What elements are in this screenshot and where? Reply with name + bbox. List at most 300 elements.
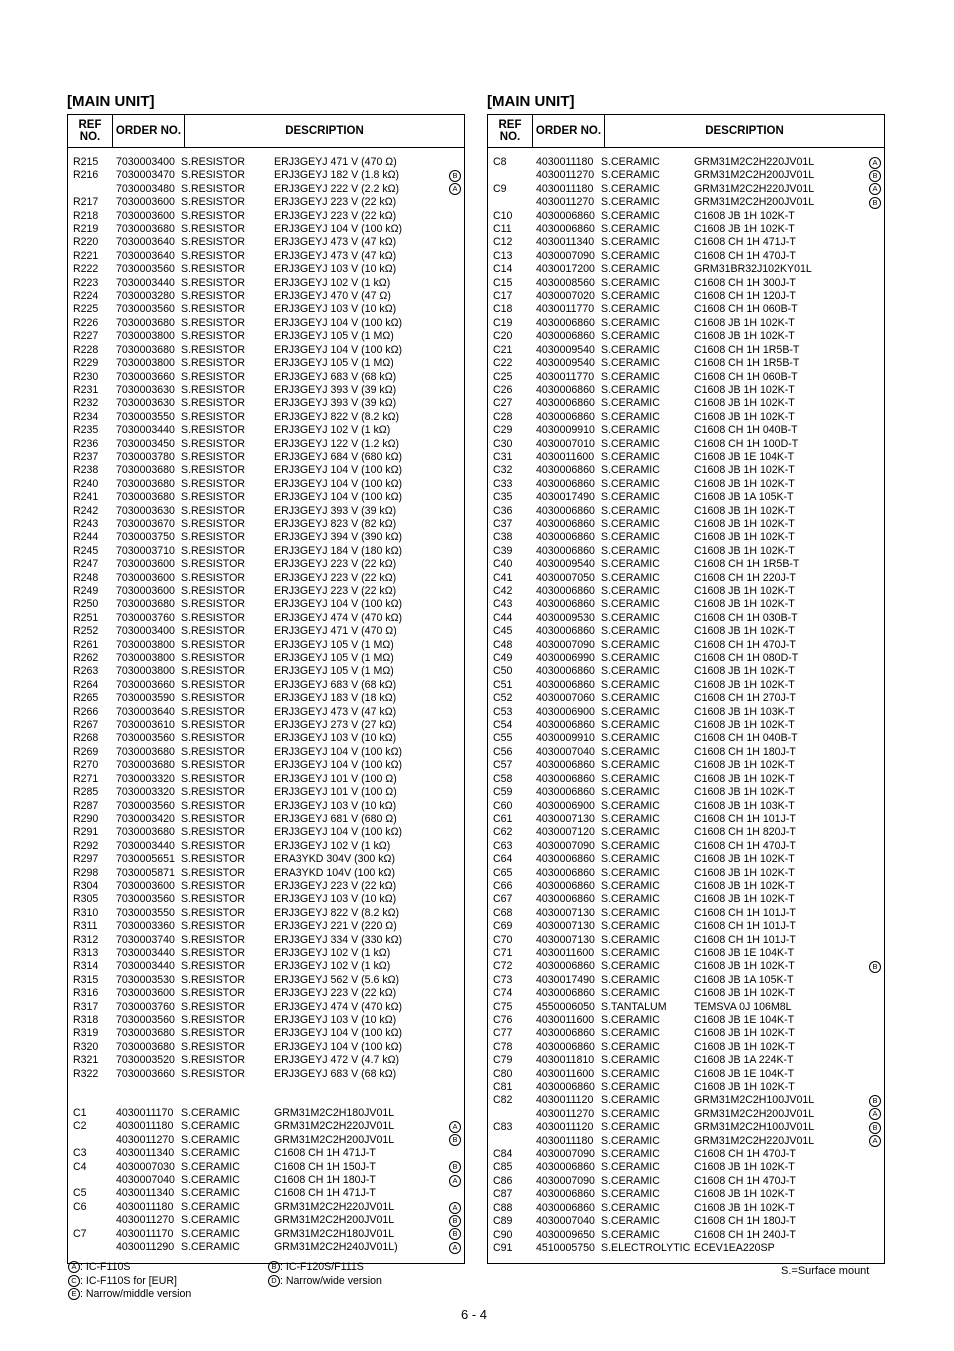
order-no: 7030003760: [116, 1000, 175, 1013]
order-no: 7030003680: [116, 826, 175, 839]
order-no: 4030006860: [536, 625, 595, 638]
ref-no: C18: [493, 303, 513, 316]
part-type: S.RESISTOR: [181, 343, 245, 356]
part-description: C1608 CH 1H 180J-T: [694, 745, 796, 758]
ref-no: [488, 196, 528, 209]
order-no: 7030003470: [116, 169, 175, 182]
table-row: [488, 598, 884, 611]
version-mark-icon: A: [449, 1175, 461, 1187]
order-no: 4030006860: [536, 383, 595, 396]
table-row: [68, 1187, 464, 1200]
table-row: [68, 250, 464, 263]
part-type: S.RESISTOR: [181, 263, 245, 276]
version-mark: [866, 464, 884, 477]
order-no: 7030003560: [116, 799, 175, 812]
ref-no: C75: [493, 1000, 513, 1013]
version-mark: [866, 1215, 884, 1228]
part-description: C1608 CH 1H 820J-T: [694, 826, 796, 839]
part-description: ERJ3GEYJ 104 V (100 kΩ): [274, 1040, 403, 1053]
part-type: S.RESISTOR: [181, 732, 245, 745]
ref-no: C25: [493, 370, 513, 383]
left-section: [67, 93, 465, 1264]
version-mark: [866, 169, 884, 182]
ref-no: R224: [73, 290, 99, 303]
version-mark: [866, 880, 884, 893]
part-type: S.CERAMIC: [601, 719, 660, 732]
part-type: S.RESISTOR: [181, 491, 245, 504]
version-mark: [446, 371, 464, 384]
table-row: [488, 1027, 884, 1040]
version-mark: [866, 1108, 884, 1121]
version-mark: [866, 397, 884, 410]
order-no: 7030003800: [116, 357, 175, 370]
order-no: 4030006860: [536, 678, 595, 691]
part-type: S.CERAMIC: [601, 491, 660, 504]
table-row: [488, 572, 884, 585]
part-type: S.CERAMIC: [601, 1215, 660, 1228]
ref-no: C15: [493, 276, 513, 289]
order-no: 4030009910: [536, 424, 595, 437]
parts-table: [67, 114, 465, 1264]
order-no: 4030009540: [536, 558, 595, 571]
part-description: C1608 CH 1H 101J-T: [694, 812, 796, 825]
version-mark: [446, 183, 464, 196]
ref-no: C44: [493, 611, 513, 624]
ref-no: C42: [493, 585, 513, 597]
ref-no: R285: [73, 786, 99, 799]
version-mark: [446, 397, 464, 410]
table-row: [488, 786, 884, 799]
part-description: C1608 JB 1H 102K-T: [694, 531, 795, 544]
ref-no: R320: [73, 1040, 99, 1053]
ref-no: [68, 1214, 108, 1227]
ref-no: C60: [493, 799, 513, 812]
order-no: 4030006860: [536, 879, 595, 892]
part-type: S.CERAMIC: [601, 906, 660, 919]
table-row: [488, 880, 884, 893]
part-type: S.CERAMIC: [601, 477, 660, 490]
order-no: 7030003640: [116, 705, 175, 718]
part-description: C1608 JB 1H 102K-T: [694, 893, 795, 906]
version-mark: [446, 1120, 464, 1133]
part-description: ERJ3GEYJ 103 V (10 kΩ): [274, 799, 397, 812]
version-mark: [866, 1081, 884, 1094]
ref-no: R271: [73, 772, 99, 785]
order-no: 7030003530: [116, 973, 175, 986]
ref-no: C89: [493, 1215, 513, 1228]
part-type: S.CERAMIC: [601, 1188, 660, 1201]
part-description: C1608 JB 1H 102K-T: [694, 625, 795, 638]
part-description: ERJ3GEYJ 683 V (68 kΩ): [274, 370, 397, 383]
table-row: [488, 236, 884, 249]
table-row: [68, 1014, 464, 1027]
ref-no: C36: [493, 504, 513, 517]
part-description: ERA3YKD 304V (300 kΩ): [274, 853, 395, 866]
version-mark: [866, 679, 884, 692]
table-row: [488, 759, 884, 772]
ref-no: R242: [73, 504, 99, 517]
version-mark: [866, 934, 884, 947]
version-mark: [866, 732, 884, 745]
ref-no: R226: [73, 316, 99, 329]
order-no: 4030017490: [536, 973, 595, 986]
order-no: 7030003670: [116, 517, 175, 530]
version-mark: [446, 974, 464, 987]
table-row: [488, 317, 884, 330]
row-list: [68, 156, 464, 1255]
order-no: 7030003280: [116, 290, 175, 303]
version-mark: [446, 907, 464, 920]
order-no: 4030011180: [116, 1120, 174, 1133]
version-mark: [866, 867, 884, 880]
ref-no: R232: [73, 397, 99, 410]
ref-no: C80: [493, 1067, 513, 1080]
order-no: 7030003630: [116, 504, 175, 517]
order-no: 7030003590: [116, 692, 175, 705]
table-row: [488, 746, 884, 759]
order-no: 4030006860: [536, 410, 595, 423]
table-row: [68, 880, 464, 893]
version-mark: [866, 1202, 884, 1215]
order-no: 4030006900: [536, 705, 595, 718]
ref-no: R237: [73, 450, 99, 463]
ref-no: C12: [493, 236, 513, 249]
order-no: 4030007010: [536, 437, 595, 450]
part-description: GRM31M2C2H220JV01L: [274, 1200, 395, 1213]
part-description: ERJ3GEYJ 103 V (10 kΩ): [274, 732, 397, 745]
order-no-header: ORDER NO.: [113, 115, 185, 148]
ref-no: R244: [73, 531, 99, 544]
version-mark: [866, 518, 884, 531]
ref-no: R247: [73, 558, 99, 571]
part-description: ERJ3GEYJ 103 V (10 kΩ): [274, 1014, 397, 1026]
part-description: C1608 JB 1H 103K-T: [694, 705, 795, 718]
table-row: [488, 1161, 884, 1174]
ref-no: R316: [73, 987, 99, 1000]
order-no: 4030006860: [536, 987, 595, 1000]
part-type: S.RESISTOR: [181, 759, 245, 772]
order-no: 4550006050: [536, 1000, 595, 1013]
ref-no: C39: [493, 544, 513, 557]
order-no: 7030003750: [116, 531, 175, 544]
table-row: [488, 491, 884, 504]
ref-no: R230: [73, 370, 99, 383]
part-type: S.CERAMIC: [601, 303, 660, 316]
version-mark: [446, 1161, 464, 1174]
version-mark: [446, 773, 464, 786]
ref-no: C62: [493, 826, 513, 839]
order-no: 4030009540: [536, 357, 595, 370]
ref-no: R234: [73, 410, 99, 423]
version-mark-icon: B: [869, 1122, 881, 1134]
part-description: GRM31M2C2H240JV01L): [274, 1241, 398, 1254]
part-type: S.CERAMIC: [601, 1081, 660, 1094]
part-type: S.RESISTOR: [181, 933, 245, 946]
version-mark: [446, 612, 464, 625]
part-type: S.CERAMIC: [601, 424, 660, 437]
table-row: [68, 773, 464, 786]
table-row: [68, 478, 464, 491]
order-no-header: ORDER NO.: [533, 115, 605, 148]
table-row: [68, 330, 464, 343]
part-type: S.RESISTOR: [181, 316, 245, 329]
ref-no: R228: [73, 343, 99, 356]
table-row: [488, 518, 884, 531]
part-type: S.CERAMIC: [601, 732, 660, 745]
order-no: 4030006860: [536, 665, 595, 678]
part-description: ERJ3GEYJ 223 V (22 kΩ): [274, 879, 397, 892]
table-row: [68, 317, 464, 330]
part-type: S.CERAMIC: [181, 1107, 240, 1120]
order-no: 4030011290: [116, 1241, 175, 1254]
part-description: C1608 JB 1H 102K-T: [694, 772, 795, 785]
part-description: C1608 JB 1H 102K-T: [694, 960, 795, 973]
version-mark-icon: A: [869, 1135, 881, 1147]
part-description: C1608 CH 1H 1R5B-T: [694, 558, 800, 571]
ref-no: C54: [493, 719, 513, 732]
part-type: S.RESISTOR: [181, 973, 245, 986]
version-mark-icon: A: [869, 1108, 881, 1120]
order-no: 4030008560: [536, 276, 595, 289]
table-row: [488, 813, 884, 826]
table-row: [488, 907, 884, 920]
order-no: 7030003420: [116, 812, 175, 825]
ref-no: R318: [73, 1014, 99, 1026]
part-description: GRM31M2C2H180JV01L: [274, 1107, 395, 1120]
part-description: GRM31M2C2H100JV01L: [694, 1121, 815, 1134]
version-mark: [446, 960, 464, 973]
order-no: 7030003800: [116, 638, 175, 651]
order-no: 4030009650: [536, 1228, 595, 1241]
part-type: S.RESISTOR: [181, 920, 245, 933]
order-no: 4030011180: [536, 182, 594, 195]
order-no: 4030006860: [536, 316, 595, 329]
table-row: [488, 411, 884, 424]
part-type: S.RESISTOR: [181, 772, 245, 785]
ref-no: C84: [493, 1148, 513, 1161]
table-row: [488, 263, 884, 276]
part-type: S.CERAMIC: [601, 1134, 660, 1147]
table-row: [68, 612, 464, 625]
part-description: ERJ3GEYJ 683 V (68 kΩ): [274, 678, 397, 691]
order-no: 7030003560: [116, 893, 175, 906]
part-description: C1608 JB 1A 105K-T: [694, 973, 794, 986]
order-no: 4030006860: [536, 759, 595, 772]
part-type: S.RESISTOR: [181, 464, 245, 477]
version-mark-icon: A: [869, 183, 881, 195]
table-row: [488, 773, 884, 786]
part-type: S.CERAMIC: [601, 987, 660, 1000]
order-no: 4030011120: [536, 1121, 594, 1134]
order-no: 4030011270: [536, 169, 595, 182]
part-description: C1608 CH 1H 240J-T: [694, 1228, 796, 1241]
ref-no: R291: [73, 826, 99, 839]
part-description: ERJ3GEYJ 223 V (22 kΩ): [274, 196, 397, 209]
order-no: 4030011600: [536, 1067, 595, 1080]
ref-no: C58: [493, 772, 513, 785]
part-type: S.RESISTOR: [181, 357, 245, 370]
ref-no: R251: [73, 611, 99, 624]
ref-no: R252: [73, 625, 99, 638]
part-description: ERJ3GEYJ 183 V (18 kΩ): [274, 692, 397, 705]
table-row: [488, 732, 884, 745]
ref-no: R269: [73, 745, 99, 758]
order-no: 4030011270: [116, 1214, 175, 1227]
version-mark-icon: B: [449, 1215, 461, 1227]
version-mark: [446, 169, 464, 182]
part-type: S.CERAMIC: [601, 1228, 660, 1241]
order-no: 4030009540: [536, 343, 595, 356]
version-mark: [446, 518, 464, 531]
order-no: 7030003640: [116, 249, 175, 262]
ref-no: R225: [73, 303, 99, 316]
ref-no: R223: [73, 276, 99, 289]
order-no: 4030011810: [536, 1054, 595, 1067]
part-type: S.RESISTOR: [181, 611, 245, 624]
order-no: 4030007090: [536, 249, 595, 262]
version-mark-icon: A: [869, 157, 881, 169]
part-description: GRM31M2C2H200JV01L: [694, 196, 815, 209]
part-type: S.CERAMIC: [601, 343, 660, 356]
part-description: ERJ3GEYJ 102 V (1 kΩ): [274, 276, 391, 289]
version-mark: [866, 813, 884, 826]
order-no: 7030003440: [116, 839, 175, 852]
part-description: C1608 CH 1H 180J-T: [274, 1174, 376, 1187]
part-description: ERJ3GEYJ 102 V (1 kΩ): [274, 839, 391, 852]
part-type: S.CERAMIC: [601, 893, 660, 906]
ref-no: C85: [493, 1161, 513, 1174]
part-type: S.RESISTOR: [181, 652, 245, 665]
order-no: 7030003680: [116, 759, 175, 772]
table-row: [488, 303, 884, 316]
version-mark: [446, 545, 464, 558]
part-type: S.RESISTOR: [181, 946, 245, 959]
table-row: [68, 156, 464, 169]
legend-row: [68, 1275, 468, 1289]
version-mark: [866, 438, 884, 451]
table-row: [488, 156, 884, 169]
version-mark: [866, 545, 884, 558]
order-no: 4030007040: [536, 745, 595, 758]
table-row: [488, 974, 884, 987]
part-description: C1608 CH 1H 220J-T: [694, 571, 796, 584]
order-no: 7030003320: [116, 772, 175, 785]
order-no: 4030006860: [536, 1027, 595, 1040]
part-description: ERJ3GEYJ 474 V (470 kΩ): [274, 1000, 403, 1013]
part-description: C1608 JB 1H 102K-T: [694, 464, 795, 477]
part-description: C1608 CH 1H 470J-T: [694, 1148, 796, 1161]
version-mark-icon: B: [869, 170, 881, 182]
order-no: 4030011170: [116, 1227, 174, 1240]
part-description: C1608 CH 1H 060B-T: [694, 303, 798, 316]
part-description: ERJ3GEYJ 102 V (1 kΩ): [274, 946, 391, 959]
table-row: [488, 706, 884, 719]
table-row: [68, 1107, 464, 1120]
part-description: ERJ3GEYJ 104 V (100 kΩ): [274, 745, 403, 758]
version-mark: [866, 196, 884, 209]
ref-no: R219: [73, 223, 99, 236]
table-row: [488, 531, 884, 544]
order-no: 7030003600: [116, 209, 175, 222]
legend-item: [268, 1261, 468, 1275]
part-type: S.RESISTOR: [181, 692, 245, 705]
version-mark: [866, 210, 884, 223]
order-no: 4030006860: [536, 772, 595, 785]
part-type: S.RESISTOR: [181, 665, 245, 678]
order-no: 4030006860: [536, 585, 595, 597]
part-type: S.CERAMIC: [601, 450, 660, 463]
version-mark: [866, 759, 884, 772]
part-type: S.CERAMIC: [601, 611, 660, 624]
table-row: [68, 907, 464, 920]
ref-no: C38: [493, 531, 513, 544]
version-mark: [866, 893, 884, 906]
order-no: 7030003660: [116, 1067, 175, 1080]
order-no: 4030007020: [536, 290, 595, 303]
part-description: ERJ3GEYJ 822 V (8.2 kΩ): [274, 410, 400, 423]
order-no: 7030003600: [116, 571, 175, 584]
part-type: S.CERAMIC: [601, 330, 660, 343]
version-mark: [446, 223, 464, 236]
part-type: S.CERAMIC: [601, 397, 660, 410]
order-no: 4030006860: [536, 719, 595, 732]
table-row: [488, 625, 884, 638]
version-mark: [446, 1147, 464, 1160]
ref-no: R245: [73, 544, 99, 557]
order-no: 4030007090: [536, 1148, 595, 1161]
order-no: 4030011270: [536, 196, 595, 209]
part-description: ERJ3GEYJ 104 V (100 kΩ): [274, 759, 403, 772]
part-type: S.CERAMIC: [601, 598, 660, 611]
version-mark: [446, 438, 464, 451]
part-type: S.CERAMIC: [601, 1054, 660, 1067]
table-row: [68, 947, 464, 960]
ref-no: [68, 1134, 108, 1147]
ref-no: R243: [73, 517, 99, 530]
description-header: DESCRIPTION: [185, 115, 465, 148]
version-mark: [446, 920, 464, 933]
part-type: S.CERAMIC: [601, 1121, 660, 1134]
part-description: C1608 JB 1H 102K-T: [694, 598, 795, 611]
description-header: DESCRIPTION: [605, 115, 885, 148]
part-description: ERJ3GEYJ 683 V (68 kΩ): [274, 1067, 397, 1080]
part-type: S.TANTALUM: [601, 1000, 667, 1013]
part-description: ERJ3GEYJ 105 V (1 MΩ): [274, 357, 394, 370]
ref-no: C88: [493, 1201, 513, 1214]
part-type: S.RESISTOR: [181, 410, 245, 423]
table-row: [68, 867, 464, 880]
part-description: C1608 JB 1H 102K-T: [694, 383, 795, 396]
part-type: S.CERAMIC: [601, 866, 660, 879]
table-row: [488, 920, 884, 933]
ref-no: R218: [73, 209, 99, 222]
part-description: C1608 CH 1H 030B-T: [694, 611, 798, 624]
part-description: C1608 JB 1H 102K-T: [694, 410, 795, 423]
part-description: ERJ3GEYJ 221 V (220 Ω): [274, 920, 397, 933]
table-row: [488, 934, 884, 947]
table-row: [68, 893, 464, 906]
version-mark: [446, 250, 464, 263]
part-description: ERJ3GEYJ 223 V (22 kΩ): [274, 571, 397, 584]
order-no: 7030003550: [116, 410, 175, 423]
version-mark: [866, 531, 884, 544]
table-row: [68, 786, 464, 799]
part-type: S.CERAMIC: [601, 249, 660, 262]
part-description: GRM31M2C2H220JV01L: [274, 1120, 395, 1133]
order-no: 4030009910: [536, 732, 595, 745]
order-no: 4030006860: [536, 866, 595, 879]
part-description: C1608 JB 1H 102K-T: [694, 879, 795, 892]
